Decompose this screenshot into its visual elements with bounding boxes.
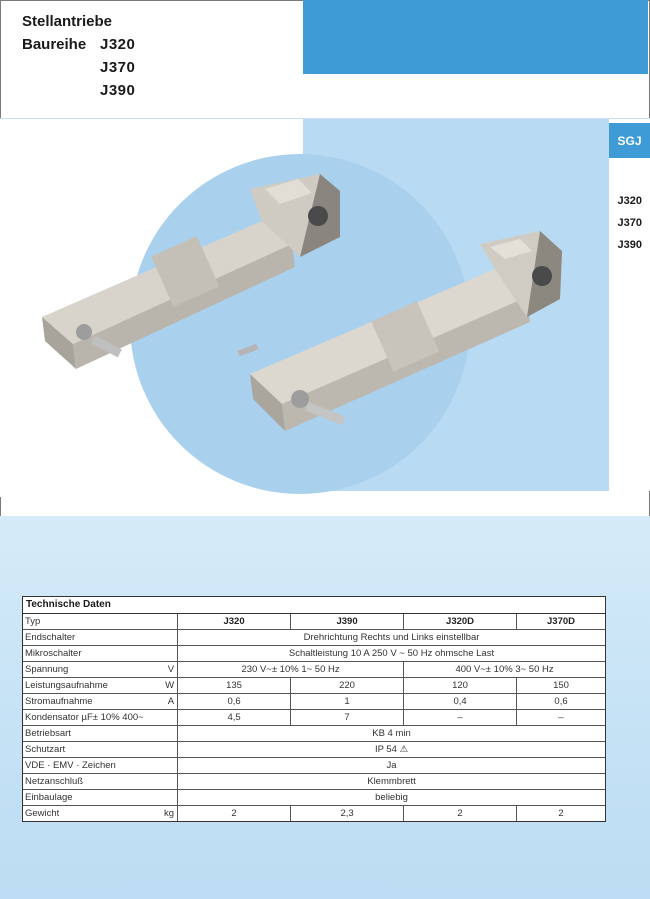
row-label: Leistungsaufnahme: [23, 678, 162, 694]
table-row: [23, 614, 605, 630]
side-model-j390: J390: [617, 239, 642, 251]
table-cell: IP 54 ⚠: [178, 742, 605, 758]
col-header: J320D: [404, 614, 517, 630]
row-label: Gewicht: [23, 806, 162, 822]
table-cell: 0,4: [404, 694, 517, 710]
row-label: Betriebsart: [23, 726, 162, 742]
table-cell: Ja: [178, 758, 605, 774]
row-unit: V: [162, 662, 178, 678]
row-label: Kondensator µF± 10% 400~: [23, 710, 162, 726]
section-tab-sgj: SGJ: [609, 123, 650, 158]
table-cell: 1: [291, 694, 404, 710]
col-header: J370D: [547, 616, 576, 627]
row-label: Stromaufnahme: [23, 694, 162, 710]
table-row: [23, 678, 605, 694]
table-cell: 2: [517, 806, 605, 822]
table-row: [23, 630, 605, 646]
table-cell: Klemmbrett: [178, 774, 605, 790]
side-tab-area: [609, 119, 650, 491]
table-cell: Schaltleistung 10 A 250 V ~ 50 Hz ohmsche Last: [178, 646, 605, 662]
table-cell: 2: [404, 806, 517, 822]
row-unit: kg: [162, 806, 178, 822]
table-row: [23, 694, 605, 710]
table-row: [23, 742, 605, 758]
row-label: Netzanschluß: [23, 774, 162, 790]
model-j370: J370: [100, 59, 136, 76]
row-label: Schutzart: [23, 742, 162, 758]
table-cell: 400 V~± 10% 3~ 50 Hz: [404, 662, 605, 678]
table-row: [23, 710, 605, 726]
col-header: J390: [291, 614, 404, 630]
row-unit: W: [162, 678, 178, 694]
title-line: Stellantriebe: [22, 13, 113, 30]
table-cell: 0,6: [178, 694, 291, 710]
side-model-j370: J370: [617, 217, 642, 229]
row-label: Spannung: [23, 662, 162, 678]
row-label: Mikroschalter: [23, 646, 162, 662]
table-cell: Drehrichtung Rechts und Links einstellbar: [178, 630, 605, 646]
table-cell: 2: [178, 806, 291, 822]
table-cell: 0,6: [517, 694, 605, 710]
model-j390: J390: [100, 82, 136, 99]
table-row: [23, 790, 605, 806]
series-label: Baureihe: [22, 36, 87, 53]
table-cell: 7: [291, 710, 404, 726]
row-label: Typ: [25, 616, 41, 627]
table-cell: 220: [291, 678, 404, 694]
side-model-list: [612, 190, 642, 256]
row-unit: A: [162, 694, 178, 710]
product-photo: [0, 119, 609, 497]
table-cell: 4,5: [178, 710, 291, 726]
row-label: Einbaulage: [23, 790, 162, 806]
table-cell: 135: [178, 678, 291, 694]
header-color-block: [303, 0, 648, 74]
table-row: [23, 646, 605, 662]
table-cell: 230 V~± 10% 1~ 50 Hz: [178, 662, 404, 678]
page-title: [22, 10, 135, 102]
table-row: [23, 726, 605, 742]
table-cell: 2,3: [291, 806, 404, 822]
table-caption: Technische Daten: [23, 597, 605, 614]
row-label: Endschalter: [23, 630, 162, 646]
table-row: [23, 774, 605, 790]
row-label: VDE · EMV · Zeichen: [23, 758, 162, 774]
table-row: [23, 662, 605, 678]
table-row: [23, 758, 605, 774]
table-cell: beliebig: [178, 790, 605, 806]
table-cell: 120: [404, 678, 517, 694]
table-cell: –: [517, 710, 605, 726]
spec-table: [23, 614, 605, 821]
table-cell: –: [404, 710, 517, 726]
table-cell: KB 4 min: [178, 726, 605, 742]
side-model-j320: J320: [617, 195, 642, 207]
col-header: J320: [178, 614, 291, 630]
model-j320: J320: [100, 36, 136, 53]
tech-data-table: [22, 596, 606, 822]
table-cell: 150: [517, 678, 605, 694]
table-row: [23, 806, 605, 822]
